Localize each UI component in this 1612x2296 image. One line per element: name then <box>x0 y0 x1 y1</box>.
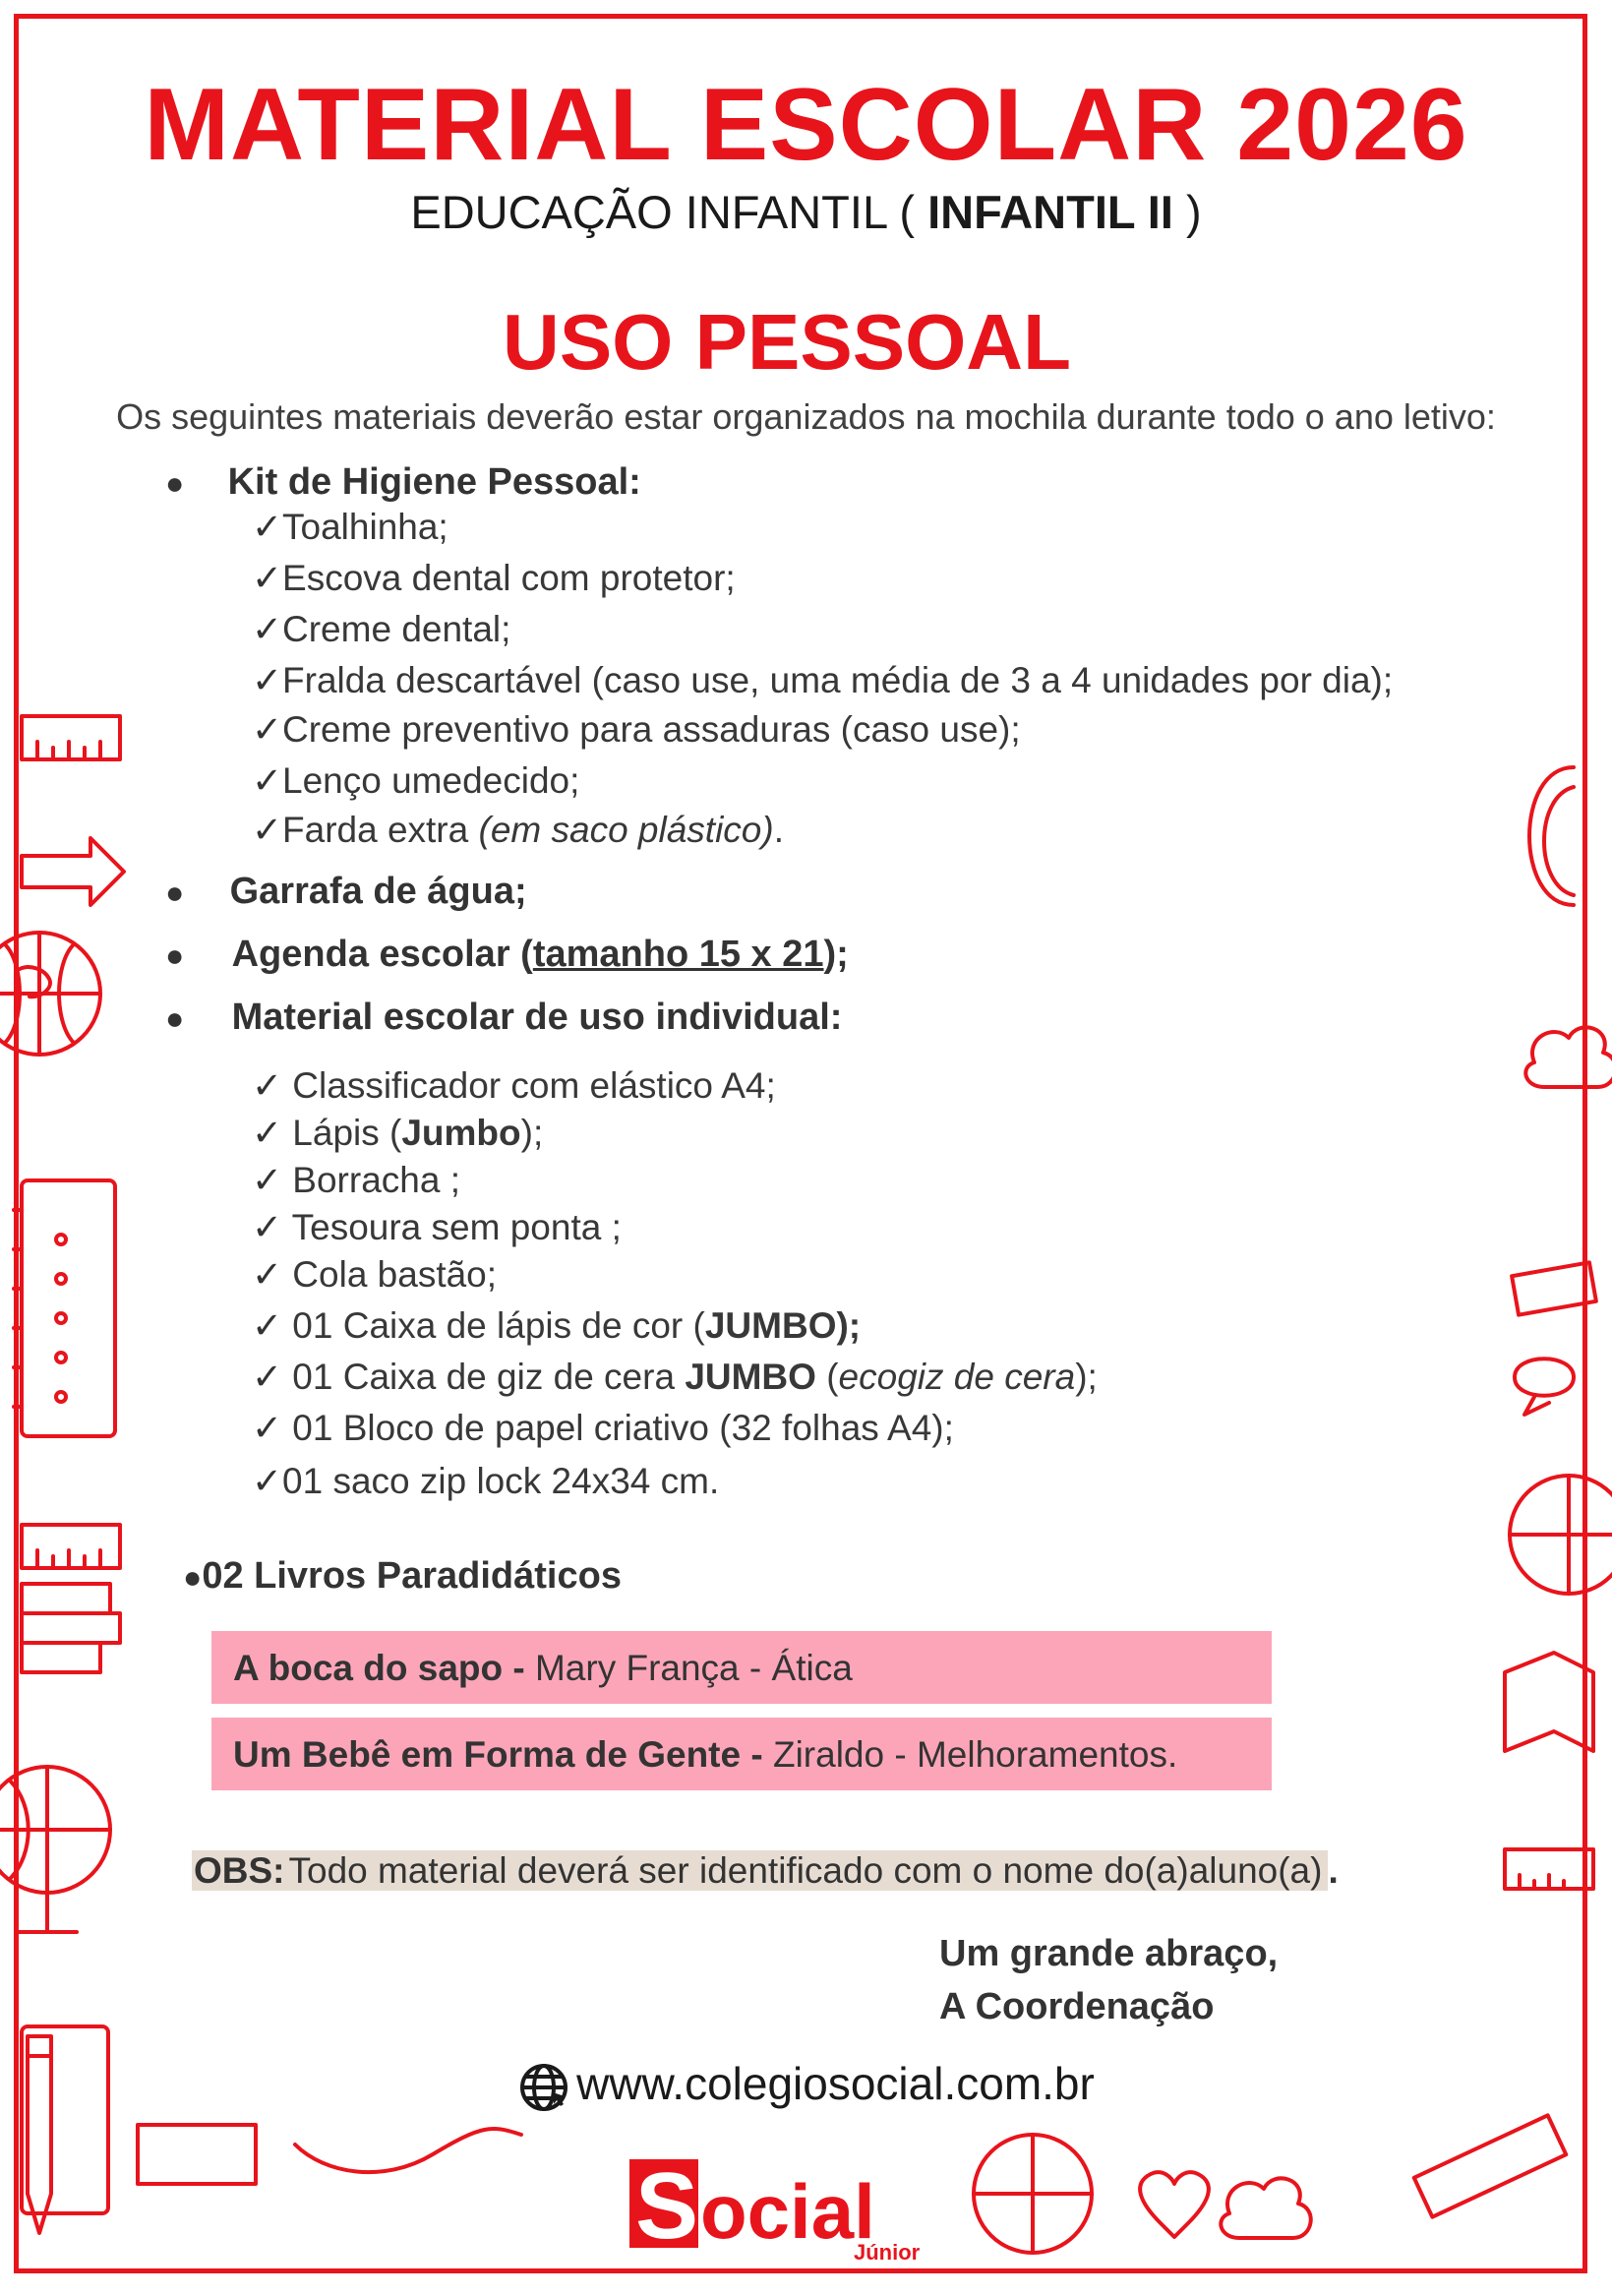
bullet-dot: ● <box>165 465 185 501</box>
page-subtitle <box>0 185 1612 240</box>
hygiene-item: Creme dental; <box>282 609 511 649</box>
list-item <box>252 1354 1098 1401</box>
book-row <box>211 1631 1272 1704</box>
bullet-garrafa <box>165 868 527 916</box>
website <box>0 2056 1612 2114</box>
book-author: Ziraldo - Melhoramentos. <box>772 1734 1178 1775</box>
bullet-kit-label: Kit de Higiene Pessoal: <box>227 461 641 503</box>
list-item <box>252 606 510 653</box>
website-url[interactable]: www.colegiosocial.com.br <box>576 2058 1095 2109</box>
school-item: Classificador com elástico A4; <box>292 1065 776 1106</box>
bullet-dot: ● <box>165 1000 185 1036</box>
check-icon: ✓ <box>252 1254 293 1295</box>
hygiene-item: Toalhinha; <box>282 507 448 547</box>
school-item-bold: Jumbo <box>401 1113 521 1153</box>
svg-text:ocial: ocial <box>700 2168 875 2255</box>
svg-text:S: S <box>635 2153 699 2259</box>
school-item-suffix: ); <box>1075 1357 1098 1397</box>
school-item-prefix: 01 Caixa de lápis de cor ( <box>292 1305 705 1346</box>
list-item <box>252 1251 497 1299</box>
list-item <box>252 1110 543 1157</box>
check-icon: ✓ <box>252 709 283 750</box>
check-icon: ✓ <box>252 1207 292 1247</box>
bullet-dot: ● <box>165 875 185 910</box>
bullet-garrafa-label: Garrafa de água; <box>229 871 527 912</box>
obs-end: . <box>1328 1850 1339 1891</box>
list-item <box>252 1302 861 1350</box>
section-title: USO PESSOAL <box>503 298 1071 386</box>
school-item: Borracha ; <box>292 1160 460 1200</box>
school-item-suffix: ); <box>520 1113 544 1153</box>
school-item-italic: ecogiz de cera <box>838 1357 1076 1397</box>
hygiene-item: Lenço umedecido; <box>282 760 580 801</box>
hygiene-item: Creme preventivo para assaduras (caso use); <box>282 709 1021 750</box>
school-item: Tesoura sem ponta ; <box>291 1207 622 1247</box>
check-icon: ✓ <box>252 760 283 801</box>
social-junior-logo <box>629 2149 925 2267</box>
obs-note <box>192 1842 1339 1901</box>
hygiene-item-italic: (em saco plástico) <box>478 810 774 850</box>
subtitle-prefix: EDUCAÇÃO INFANTIL ( <box>410 186 928 238</box>
agenda-size: tamanho 15 x 21 <box>532 934 824 975</box>
list-item <box>252 1062 776 1110</box>
page-title: MATERIAL ESCOLAR 2026 <box>144 68 1468 182</box>
list-item <box>252 1405 954 1452</box>
check-icon: ✓ <box>252 1065 293 1106</box>
list-item <box>252 1458 719 1505</box>
check-icon: ✓ <box>252 507 283 547</box>
obs-label: OBS: <box>194 1850 285 1891</box>
book-row <box>211 1718 1272 1790</box>
book-title: A boca do sapo - <box>233 1648 535 1688</box>
hygiene-item: Fralda descartável (caso use, uma média de 3 a 4 unidades por dia); <box>282 660 1394 700</box>
subtitle-suffix: ) <box>1172 186 1202 238</box>
agenda-suffix: ); <box>823 934 849 975</box>
bullet-dot: ● <box>165 937 185 973</box>
school-item-bold: JUMBO); <box>704 1305 862 1346</box>
check-icon: ✓ <box>252 1357 293 1397</box>
book-author: Mary França - Ática <box>534 1648 853 1688</box>
agenda-prefix: Agenda escolar ( <box>231 934 533 975</box>
bullet-livros <box>183 1552 622 1601</box>
check-icon: ✓ <box>252 558 283 598</box>
list-item <box>252 807 784 854</box>
list-item <box>252 1157 460 1204</box>
subtitle-class: INFANTIL II <box>927 186 1173 238</box>
bullet-agenda <box>165 931 849 979</box>
obs-text: Todo material deverá ser identificado com o nome do(a)aluno(a) <box>287 1850 1329 1891</box>
intro-text: Os seguintes materiais deverão estar organizados na mochila durante todo o ano letivo: <box>116 396 1496 437</box>
signature-line-1: Um grande abraço, <box>939 1933 1279 1974</box>
school-item: Cola bastão; <box>292 1254 498 1295</box>
school-item: 01 saco zip lock 24x34 cm. <box>282 1461 720 1501</box>
school-item: 01 Bloco de papel criativo (32 folhas A4); <box>292 1408 954 1448</box>
bullet-dot: ● <box>183 1559 203 1595</box>
list-item <box>252 757 579 805</box>
bullet-material-label: Material escolar de uso individual: <box>231 997 843 1038</box>
list-item <box>252 1204 622 1251</box>
check-icon: ✓ <box>252 1461 283 1501</box>
signature-line-2: A Coordenação <box>939 1986 1215 2027</box>
globe-web-icon <box>517 2061 570 2114</box>
list-item <box>252 504 448 551</box>
list-item <box>252 657 1393 704</box>
bullet-livros-label: 02 Livros Paradidáticos <box>202 1555 622 1597</box>
check-icon: ✓ <box>252 810 283 850</box>
hygiene-item-suffix: . <box>773 810 784 850</box>
bullet-agenda-label <box>232 934 849 975</box>
bullet-material <box>165 994 842 1042</box>
list-item <box>252 706 1021 754</box>
check-icon: ✓ <box>252 1305 293 1346</box>
check-icon: ✓ <box>252 660 283 700</box>
bullet-kit <box>165 458 641 507</box>
school-item-bold: JUMBO <box>685 1357 816 1397</box>
school-item-prefix: Lápis ( <box>292 1113 402 1153</box>
check-icon: ✓ <box>252 1160 293 1200</box>
check-icon: ✓ <box>252 609 283 649</box>
hygiene-item-prefix: Farda extra <box>282 810 479 850</box>
list-item <box>252 555 736 602</box>
check-icon: ✓ <box>252 1113 293 1153</box>
hygiene-item: Escova dental com protetor; <box>282 558 736 598</box>
book-title: Um Bebê em Forma de Gente - <box>233 1734 773 1775</box>
school-item-mid: ( <box>815 1357 839 1397</box>
check-icon: ✓ <box>252 1408 293 1448</box>
logo-sub: Júnior <box>854 2240 921 2265</box>
school-item-prefix: 01 Caixa de giz de cera <box>292 1357 686 1397</box>
